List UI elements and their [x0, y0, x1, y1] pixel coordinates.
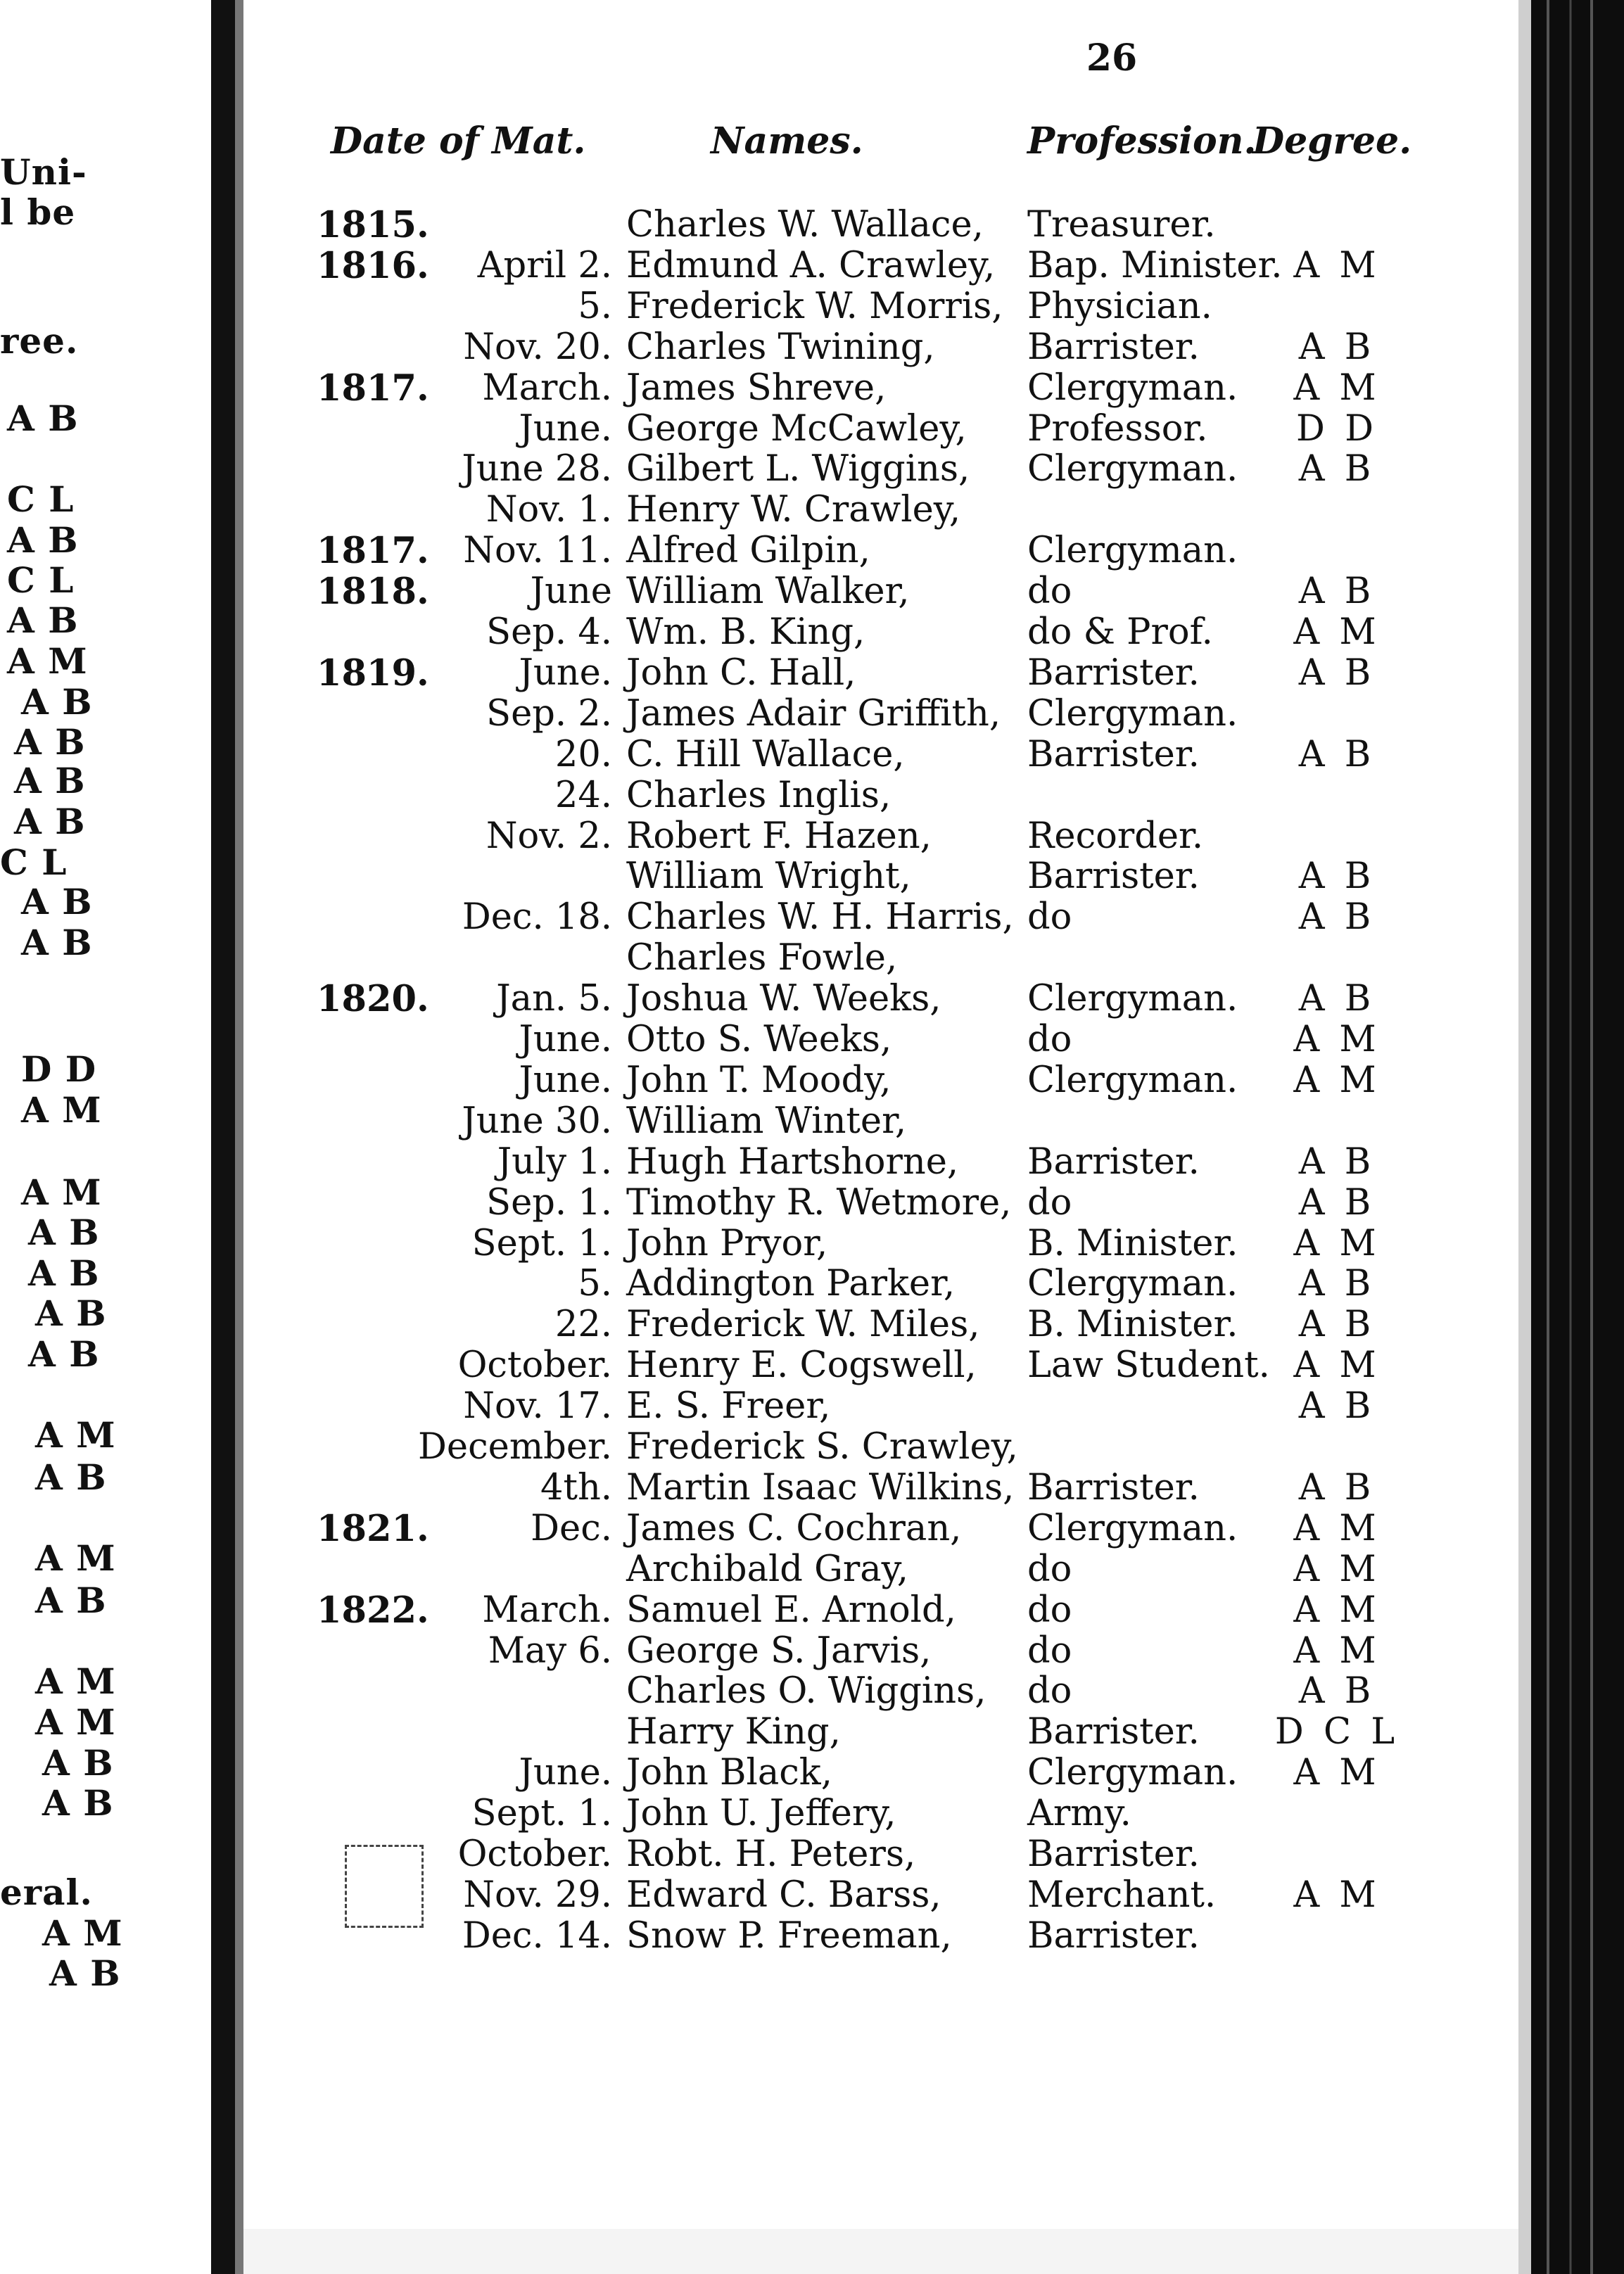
year-cell: 1820. — [317, 978, 429, 1021]
left-page-text: A M — [35, 1701, 116, 1743]
name-cell: Archibald Gray, — [626, 1548, 908, 1590]
profession-cell: do — [1027, 1630, 1072, 1672]
year-cell: 1817. — [317, 367, 429, 409]
date-cell: Nov. 11. — [463, 530, 612, 572]
date-cell: 20. — [554, 733, 612, 775]
profession-cell: Clergyman. — [1027, 530, 1238, 572]
degree-cell: A M — [1293, 1874, 1381, 1916]
left-page-text: A M — [35, 1414, 116, 1456]
date-cell: June. — [519, 407, 612, 450]
name-cell: Frederick W. Miles, — [626, 1304, 980, 1346]
table-row — [274, 204, 1471, 245]
table-row — [274, 1834, 1471, 1874]
name-cell: Frederick W. Morris, — [626, 285, 1003, 327]
date-cell: March. — [482, 367, 612, 409]
date-cell: 5. — [578, 1263, 612, 1305]
table-row — [274, 1345, 1471, 1385]
profession-cell: do — [1027, 1670, 1072, 1713]
profession-cell: Bap. Minister. — [1027, 244, 1283, 286]
degree-cell: A B — [1298, 978, 1376, 1020]
year-cell: 1815. — [317, 204, 429, 246]
table-row — [274, 896, 1471, 937]
page-number: 26 — [1086, 37, 1138, 80]
left-page-text: A B — [14, 801, 86, 842]
table-row — [274, 489, 1471, 530]
name-cell: James Adair Griffith, — [626, 692, 1001, 735]
degree-cell: A M — [1293, 1059, 1381, 1101]
name-cell: Harry King, — [626, 1711, 841, 1753]
name-cell: Wm. B. King, — [626, 611, 865, 653]
left-page-text: C L — [7, 478, 75, 520]
degree-cell: A M — [1293, 1345, 1381, 1387]
profession-cell: Barrister. — [1027, 1834, 1200, 1875]
name-cell: Edward C. Barss, — [626, 1874, 941, 1916]
left-page-text: A M — [7, 640, 88, 682]
degree-cell: A M — [1293, 1507, 1381, 1549]
table-row — [274, 1589, 1471, 1630]
table-row — [274, 1670, 1471, 1711]
name-cell: Edmund A. Crawley, — [626, 244, 996, 286]
date-cell: April 2. — [477, 244, 612, 286]
table-row — [274, 1385, 1471, 1426]
profession-cell: Clergyman. — [1027, 367, 1238, 409]
date-cell: June. — [519, 1059, 612, 1101]
date-cell: Dec. 18. — [462, 896, 612, 939]
date-cell: 24. — [554, 774, 612, 816]
table-row — [274, 693, 1471, 734]
left-page-text: A B — [28, 1212, 100, 1253]
left-page-text: A B — [28, 1252, 100, 1294]
degree-cell: A B — [1298, 571, 1376, 613]
degree-cell: A M — [1293, 611, 1381, 653]
date-cell: June 30. — [462, 1100, 612, 1142]
degree-cell: D C L — [1274, 1711, 1400, 1753]
degree-cell: A M — [1293, 1548, 1381, 1590]
table-row — [274, 1874, 1471, 1915]
name-cell: James C. Cochran, — [626, 1507, 962, 1549]
name-cell: Henry W. Crawley, — [626, 489, 961, 531]
table-row — [274, 1467, 1471, 1508]
table-row — [274, 1223, 1471, 1264]
year-cell: 1816. — [317, 244, 429, 287]
table-row — [274, 1182, 1471, 1223]
table-row — [274, 611, 1471, 652]
degree-cell: A B — [1298, 326, 1376, 368]
degree-cell: A B — [1298, 1385, 1376, 1428]
name-cell: Charles O. Wiggins, — [626, 1670, 987, 1713]
degree-cell: A B — [1298, 733, 1376, 775]
date-cell: 5. — [578, 285, 612, 327]
table-row — [274, 734, 1471, 775]
left-page-text: D D — [21, 1048, 97, 1090]
table-row — [274, 1711, 1471, 1752]
profession-cell: Professor. — [1027, 407, 1208, 450]
name-cell: Otto S. Weeks, — [626, 1019, 892, 1060]
profession-cell: Clergyman. — [1027, 1059, 1238, 1101]
date-cell: Dec. — [531, 1507, 612, 1549]
date-cell: March. — [482, 1589, 612, 1631]
profession-cell: Barrister. — [1027, 733, 1200, 775]
left-page-text: A M — [42, 1912, 123, 1954]
name-cell: Timothy R. Wetmore, — [626, 1181, 1012, 1224]
profession-cell: Clergyman. — [1027, 448, 1238, 490]
degree-cell: A B — [1298, 1466, 1376, 1508]
header-degree: Degree. — [1252, 120, 1412, 163]
year-cell: 1821. — [317, 1507, 429, 1550]
year-cell: 1817. — [317, 530, 429, 573]
degree-cell: A M — [1293, 1630, 1381, 1672]
profession-cell: do — [1027, 1019, 1072, 1060]
table-row — [274, 448, 1471, 489]
profession-cell: Barrister. — [1027, 1711, 1200, 1753]
left-page-text: A B — [28, 1333, 100, 1375]
left-page-text: A B — [42, 1742, 114, 1784]
left-page-text: A B — [7, 519, 79, 561]
left-page-text: ree. — [0, 320, 79, 362]
profession-cell: Army. — [1027, 1793, 1131, 1835]
name-cell: Addington Parker, — [626, 1263, 956, 1305]
table-row — [274, 286, 1471, 326]
table-row — [274, 408, 1471, 449]
profession-cell: Barrister. — [1027, 652, 1200, 694]
profession-cell: do & Prof. — [1027, 611, 1213, 653]
degree-cell: D D — [1296, 407, 1378, 450]
date-cell: Sep. 2. — [486, 692, 612, 735]
date-cell: Dec. 14. — [462, 1914, 612, 1957]
left-page-text: A M — [21, 1171, 102, 1213]
left-page-text: A B — [35, 1456, 107, 1498]
name-cell: John C. Hall, — [626, 652, 856, 694]
name-cell: Robert F. Hazen, — [626, 815, 932, 857]
date-cell: June. — [519, 1019, 612, 1060]
main-page — [274, 0, 1541, 2274]
left-page-text: C L — [0, 841, 68, 883]
left-page-text: A B — [7, 599, 79, 641]
name-cell: John U. Jeffery, — [626, 1793, 896, 1835]
year-cell: 1819. — [317, 652, 429, 694]
date-cell: July 1. — [497, 1141, 612, 1183]
degree-cell: A M — [1293, 367, 1381, 409]
profession-cell: Law Student. — [1027, 1345, 1270, 1387]
name-cell: Martin Isaac Wilkins, — [626, 1466, 1015, 1508]
table-row — [274, 1100, 1471, 1141]
name-cell: Charles Inglis, — [626, 774, 892, 816]
date-cell: June 28. — [462, 448, 612, 490]
left-page-text: A B — [21, 881, 93, 922]
degree-cell: A M — [1293, 1222, 1381, 1264]
profession-cell: do — [1027, 1548, 1072, 1590]
degree-cell: A B — [1298, 856, 1376, 898]
profession-cell: do — [1027, 571, 1072, 613]
name-cell: Charles Twining, — [626, 326, 935, 368]
profession-cell: do — [1027, 1589, 1072, 1631]
profession-cell: Physician. — [1027, 285, 1212, 327]
table-row — [274, 652, 1471, 693]
header-profession: Profession. — [1027, 120, 1257, 163]
date-cell: Nov. 29. — [463, 1874, 612, 1916]
name-cell: Joshua W. Weeks, — [626, 978, 941, 1020]
profession-cell: Clergyman. — [1027, 1507, 1238, 1549]
date-cell: June — [530, 571, 612, 613]
degree-cell: A M — [1293, 1752, 1381, 1794]
table-row — [274, 1060, 1471, 1100]
profession-cell: Barrister. — [1027, 1141, 1200, 1183]
table-row — [274, 856, 1471, 896]
name-cell: James Shreve, — [626, 367, 887, 409]
profession-cell: Merchant. — [1027, 1874, 1217, 1916]
name-cell: John T. Moody, — [626, 1059, 892, 1101]
profession-cell: Barrister. — [1027, 856, 1200, 898]
name-cell: William Winter, — [626, 1100, 907, 1142]
degree-cell: A M — [1293, 244, 1381, 286]
left-page-text: A B — [35, 1580, 107, 1621]
profession-cell: B. Minister. — [1027, 1222, 1238, 1264]
date-cell: Nov. 20. — [463, 326, 612, 368]
date-cell: Sep. 4. — [486, 611, 612, 653]
name-cell: Hugh Hartshorne, — [626, 1141, 959, 1183]
degree-cell: A B — [1298, 1304, 1376, 1346]
table-row — [274, 1508, 1471, 1549]
header-names: Names. — [711, 120, 863, 163]
left-page-text: A B — [35, 1292, 107, 1334]
table-row — [274, 367, 1471, 408]
name-cell: Henry E. Cogswell, — [626, 1345, 977, 1387]
profession-cell: Clergyman. — [1027, 978, 1238, 1020]
profession-cell: Clergyman. — [1027, 1263, 1238, 1305]
name-cell: C. Hill Wallace, — [626, 733, 905, 775]
name-cell: John Pryor, — [626, 1222, 828, 1264]
date-cell: June. — [519, 652, 612, 694]
left-page-text: A M — [35, 1660, 116, 1702]
date-cell: Jan. 5. — [496, 978, 612, 1020]
profession-cell: Barrister. — [1027, 1914, 1200, 1957]
table-row — [274, 1630, 1471, 1671]
name-cell: Alfred Gilpin, — [626, 530, 870, 572]
table-row — [274, 815, 1471, 856]
table-row — [274, 571, 1471, 614]
profession-cell: Barrister. — [1027, 326, 1200, 368]
table-row — [274, 326, 1471, 367]
table-row — [274, 1019, 1471, 1060]
name-cell: John Black, — [626, 1752, 832, 1794]
table-row — [274, 1915, 1471, 1956]
left-page-text: A M — [35, 1537, 116, 1579]
degree-cell: A B — [1298, 1263, 1376, 1305]
header-date: Date of Mat. — [331, 120, 586, 163]
table-row — [274, 1752, 1471, 1793]
date-cell: 4th. — [540, 1466, 612, 1508]
profession-cell: Clergyman. — [1027, 1752, 1238, 1794]
table-row — [274, 775, 1471, 815]
name-cell: Samuel E. Arnold, — [626, 1589, 956, 1631]
date-cell: December. — [418, 1426, 612, 1468]
date-cell: Nov. 1. — [486, 489, 612, 531]
table-row — [274, 1304, 1471, 1345]
table-row — [274, 1793, 1471, 1834]
table-row — [274, 1549, 1471, 1589]
date-cell: Nov. 2. — [486, 815, 612, 857]
left-page-text: A B — [49, 1952, 121, 1994]
degree-cell: A M — [1293, 1589, 1381, 1631]
year-cell: 1822. — [317, 1589, 429, 1632]
degree-cell: A B — [1298, 652, 1376, 694]
name-cell: Robt. H. Peters, — [626, 1834, 916, 1875]
table-row — [274, 1141, 1471, 1182]
date-cell: October. — [457, 1834, 612, 1875]
date-cell: Sept. 1. — [471, 1222, 612, 1264]
table-row — [274, 1426, 1471, 1467]
library-stamp — [345, 1845, 424, 1928]
left-page-text: A B — [7, 398, 79, 439]
profession-cell: Treasurer. — [1027, 204, 1216, 246]
degree-cell: A M — [1293, 1019, 1381, 1060]
date-cell: October. — [457, 1345, 612, 1387]
profession-cell: Clergyman. — [1027, 692, 1238, 735]
name-cell: Charles W. Wallace, — [626, 204, 984, 246]
name-cell: George S. Jarvis, — [626, 1630, 932, 1672]
date-cell: Nov. 17. — [463, 1385, 612, 1428]
left-page-text: Uni- — [0, 151, 87, 193]
left-page-text: A B — [42, 1782, 114, 1824]
degree-cell: A B — [1298, 1181, 1376, 1224]
name-cell: Frederick S. Crawley, — [626, 1426, 1018, 1468]
date-cell: Sep. 1. — [486, 1181, 612, 1224]
degree-cell: A B — [1298, 896, 1376, 939]
left-page-text: A B — [21, 681, 93, 723]
profession-cell: B. Minister. — [1027, 1304, 1238, 1346]
left-page-fragment — [0, 0, 211, 2274]
degree-cell: A B — [1298, 1141, 1376, 1183]
table-row — [274, 1263, 1471, 1304]
name-cell: Charles Fowle, — [626, 937, 898, 979]
left-page-text: C L — [7, 559, 75, 601]
date-cell: 22. — [554, 1304, 612, 1346]
left-page-text: eral. — [0, 1872, 93, 1913]
table-row — [274, 978, 1471, 1019]
date-cell: May 6. — [488, 1630, 612, 1672]
name-cell: Charles W. H. Harris, — [626, 896, 1014, 939]
name-cell: E. S. Freer, — [626, 1385, 831, 1428]
date-cell: Sept. 1. — [471, 1793, 612, 1835]
name-cell: William Wright, — [626, 856, 911, 898]
degree-cell: A B — [1298, 1670, 1376, 1713]
profession-cell: do — [1027, 1181, 1072, 1224]
name-cell: George McCawley, — [626, 407, 967, 450]
table-row — [274, 530, 1471, 571]
left-page-text: l be — [0, 191, 76, 233]
year-cell: 1818. — [317, 571, 429, 614]
name-cell: Snow P. Freeman, — [626, 1914, 952, 1957]
degree-cell: A B — [1298, 448, 1376, 490]
table-row — [274, 245, 1471, 286]
left-page-text: A M — [21, 1089, 102, 1131]
left-page-text: A B — [14, 721, 86, 763]
left-page-text: A B — [21, 922, 93, 963]
date-cell: June. — [519, 1752, 612, 1794]
name-cell: Gilbert L. Wiggins, — [626, 448, 970, 490]
name-cell: William Walker, — [626, 571, 910, 613]
left-page-text: A B — [14, 760, 86, 801]
profession-cell: Recorder. — [1027, 815, 1204, 857]
table-row — [274, 937, 1471, 978]
profession-cell: do — [1027, 896, 1072, 939]
profession-cell: Barrister. — [1027, 1466, 1200, 1508]
